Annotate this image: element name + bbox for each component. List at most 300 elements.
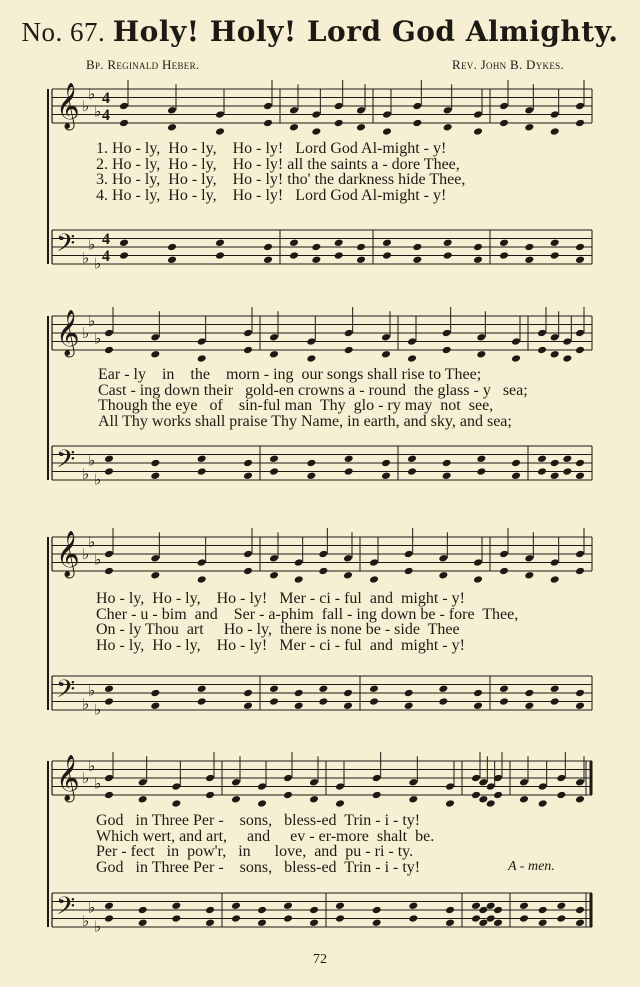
treble-note [309, 778, 319, 787]
flat-sign: ♭ [88, 757, 96, 776]
flat-sign: ♭ [82, 465, 90, 484]
treble-note [381, 333, 391, 342]
treble-note [575, 102, 585, 111]
treble-note [306, 354, 316, 363]
treble-note [408, 795, 418, 804]
treble-note [556, 774, 566, 783]
lyric-line: 3. Ho - ly, Ho - ly, Ho - ly! tho' the darkness hide Thee, [96, 171, 466, 188]
bass-clef: 𝄢 [56, 892, 76, 927]
treble-note [231, 778, 241, 787]
treble-note [104, 346, 114, 355]
bass-note [499, 684, 509, 693]
bass-note [382, 238, 392, 247]
treble-note [412, 102, 422, 111]
bass-note [231, 901, 241, 910]
bass-note [356, 255, 366, 264]
bass-note [443, 238, 453, 247]
treble-note [442, 346, 452, 355]
treble-note [138, 795, 148, 804]
treble-note [167, 123, 177, 132]
bass-note [119, 238, 129, 247]
bass-note [197, 684, 207, 693]
bass-note [519, 914, 529, 923]
bass-note [524, 255, 534, 264]
treble-note [407, 354, 417, 363]
bass-note [473, 243, 483, 252]
bass-note [243, 459, 253, 468]
bass-note [550, 471, 560, 480]
treble-note [486, 799, 496, 808]
bass-note [257, 918, 267, 927]
treble-note [257, 782, 267, 791]
bass-note [407, 454, 417, 463]
bass-note [167, 255, 177, 264]
treble-note [205, 791, 215, 800]
bass-note [138, 906, 148, 915]
treble-note [283, 774, 293, 783]
treble-note [538, 799, 548, 808]
treble-note [575, 329, 585, 338]
treble-note [476, 350, 486, 359]
lyric-line: 1. Ho - ly, Ho - ly, Ho - ly! Lord God Al-might - y! [96, 140, 447, 157]
treble-note [382, 127, 392, 136]
treble-note [269, 571, 279, 580]
treble-note [381, 350, 391, 359]
treble-note [335, 799, 345, 808]
bass-note [269, 467, 279, 476]
lyric-line: Ear - ly in the morn - ing our songs shall rise to Thee; [98, 366, 482, 383]
lyric-line: All Thy works shall praise Thy Name, in earth, and sky, and sea; [98, 412, 512, 430]
bass-note [311, 255, 321, 264]
treble-clef: 𝄞 [56, 83, 80, 129]
bass-note [197, 454, 207, 463]
treble-note [263, 102, 273, 111]
treble-note [104, 550, 114, 559]
bass-note [476, 467, 486, 476]
treble-note [334, 102, 344, 111]
treble-note [372, 774, 382, 783]
flat-sign: ♭ [88, 533, 96, 552]
bass-note [257, 906, 267, 915]
bass-note [205, 906, 215, 915]
treble-note [215, 110, 225, 119]
treble-note [104, 774, 114, 783]
bass-note [372, 906, 382, 915]
bass-note [306, 459, 316, 468]
bass-note [318, 697, 328, 706]
bass-clef: 𝄢 [56, 229, 76, 264]
bass-note [556, 914, 566, 923]
bass-note [197, 467, 207, 476]
bass-clef: 𝄢 [56, 445, 76, 480]
treble-note [562, 354, 572, 363]
treble-note [499, 102, 509, 111]
bass-note [442, 459, 452, 468]
bass-note [562, 454, 572, 463]
bass-note [309, 906, 319, 915]
bass-note [438, 697, 448, 706]
bass-note [412, 255, 422, 264]
treble-note [269, 350, 279, 359]
flat-sign: ♭ [82, 695, 90, 714]
treble-note [493, 791, 503, 800]
treble-note [575, 346, 585, 355]
treble-note [294, 575, 304, 584]
treble-note [104, 567, 114, 576]
bass-note [562, 467, 572, 476]
time-signature-digit: 4 [102, 107, 110, 124]
lyric-line: Per - fect in pow'r, in love, and pu - ri - ty. [96, 843, 414, 860]
bass-note [243, 689, 253, 698]
bass-note [537, 467, 547, 476]
bass-note [205, 918, 215, 927]
flat-sign: ♭ [88, 312, 96, 331]
treble-note [263, 119, 273, 128]
treble-note [294, 558, 304, 567]
treble-note [306, 337, 316, 346]
bass-note [407, 467, 417, 476]
bass-note [335, 914, 345, 923]
treble-note [511, 354, 521, 363]
bass-note [538, 918, 548, 927]
treble-note [519, 795, 529, 804]
bass-note [294, 701, 304, 710]
treble-note [318, 550, 328, 559]
treble-note [104, 329, 114, 338]
treble-note [197, 337, 207, 346]
bass-note [104, 454, 114, 463]
treble-note [171, 799, 181, 808]
hymn-title: Holy! Holy! Lord God Almighty. [112, 15, 619, 48]
page-number: 72 [313, 952, 327, 967]
treble-note [550, 558, 560, 567]
flat-sign: ♭ [82, 545, 90, 564]
bass-note [445, 918, 455, 927]
treble-note [369, 558, 379, 567]
treble-note [382, 110, 392, 119]
bass-note [550, 238, 560, 247]
flat-sign: ♭ [88, 85, 96, 104]
bass-note [104, 467, 114, 476]
bass-note [473, 255, 483, 264]
bass-note [269, 454, 279, 463]
bass-note [369, 697, 379, 706]
bass-note [372, 918, 382, 927]
bass-note [104, 914, 114, 923]
bass-note [344, 454, 354, 463]
lyric-line: Though the eye of sin-ful man Thy glo - ry may not see, [98, 397, 494, 414]
treble-note [269, 333, 279, 342]
bass-note [408, 901, 418, 910]
flat-sign: ♭ [88, 898, 96, 917]
treble-note [524, 106, 534, 115]
treble-note [550, 350, 560, 359]
bass-note [343, 701, 353, 710]
flat-sign: ♭ [82, 912, 90, 931]
treble-note [335, 782, 345, 791]
treble-note [445, 799, 455, 808]
treble-note [150, 554, 160, 563]
flat-sign: ♭ [88, 235, 96, 254]
bass-note [493, 906, 503, 915]
treble-note [499, 119, 509, 128]
treble-note [372, 791, 382, 800]
treble-clef: 𝄞 [56, 755, 80, 801]
bass-note [408, 914, 418, 923]
treble-note [442, 329, 452, 338]
treble-clef: 𝄞 [56, 310, 80, 356]
lyric-line: Ho - ly, Ho - ly, Ho - ly! Mer - ci - ful and might - y! [96, 636, 465, 654]
flat-sign: ♭ [94, 470, 102, 489]
bass-note [499, 251, 509, 260]
treble-note [511, 337, 521, 346]
bass-note [381, 459, 391, 468]
flat-sign: ♭ [82, 324, 90, 343]
bass-note [150, 459, 160, 468]
bass-note [550, 697, 560, 706]
bass-note [445, 906, 455, 915]
treble-note [243, 550, 253, 559]
bass-note [369, 684, 379, 693]
bass-note [283, 914, 293, 923]
bass-note [443, 251, 453, 260]
treble-note [104, 791, 114, 800]
bass-note [550, 459, 560, 468]
bass-note [335, 901, 345, 910]
bass-note [197, 697, 207, 706]
treble-note [167, 106, 177, 115]
treble-note [318, 567, 328, 576]
bass-note [171, 901, 181, 910]
composer-credit: Rev. John B. Dykes. [452, 57, 564, 72]
bass-note [550, 251, 560, 260]
lyric-line: 2. Ho - ly, Ho - ly, Ho - ly! all the saints a - dore Thee, [96, 155, 460, 173]
treble-note [575, 567, 585, 576]
bass-note [442, 471, 452, 480]
bass-note [289, 238, 299, 247]
treble-note [356, 106, 366, 115]
treble-note [443, 106, 453, 115]
treble-note [215, 127, 225, 136]
bass-note [243, 701, 253, 710]
treble-note [478, 778, 488, 787]
bass-note [471, 901, 481, 910]
treble-note [197, 575, 207, 584]
bass-note [263, 255, 273, 264]
flat-sign: ♭ [94, 550, 102, 569]
hymn-number: No. 67. [21, 17, 106, 47]
treble-note [311, 110, 321, 119]
treble-note [473, 127, 483, 136]
bass-note [511, 459, 521, 468]
treble-note [412, 119, 422, 128]
lyric-line: Cast - ing down their gold-en crowns a - round the glass - y sea; [98, 381, 528, 399]
bass-note [243, 471, 253, 480]
lyric-line: On - ly Thou art Ho - ly, there is none be - side Thee [96, 621, 460, 638]
bass-note [309, 918, 319, 927]
bass-note [575, 701, 585, 710]
treble-note [408, 778, 418, 787]
bass-note [343, 689, 353, 698]
bass-note [575, 243, 585, 252]
bass-note [524, 701, 534, 710]
treble-note [537, 329, 547, 338]
treble-note [289, 123, 299, 132]
treble-note [257, 799, 267, 808]
treble-clef: 𝄞 [56, 531, 80, 577]
bass-note [104, 684, 114, 693]
bass-note [476, 454, 486, 463]
bass-note [356, 243, 366, 252]
bass-note [381, 471, 391, 480]
treble-note [119, 102, 129, 111]
bass-note [473, 689, 483, 698]
lyric-line: Ho - ly, Ho - ly, Ho - ly! Mer - ci - ful and might - y! [96, 590, 465, 607]
bass-note [171, 914, 181, 923]
lyric-line: God in Three Per - sons, bless-ed Trin - i - ty! [96, 812, 421, 829]
bass-note [215, 238, 225, 247]
flat-sign: ♭ [82, 97, 90, 116]
bass-note [215, 251, 225, 260]
bass-note [311, 243, 321, 252]
time-signature-digit: 4 [102, 90, 110, 107]
treble-note [344, 329, 354, 338]
flat-sign: ♭ [94, 774, 102, 793]
treble-note [550, 575, 560, 584]
treble-note [119, 119, 129, 128]
bass-note [493, 918, 503, 927]
treble-note [445, 782, 455, 791]
flat-sign: ♭ [94, 700, 102, 719]
bass-note [289, 251, 299, 260]
flat-sign: ♭ [94, 254, 102, 273]
flat-sign: ♭ [82, 249, 90, 268]
treble-note [438, 554, 448, 563]
bass-note [471, 914, 481, 923]
treble-note [309, 795, 319, 804]
treble-note [205, 774, 215, 783]
treble-note [499, 550, 509, 559]
bass-note [382, 251, 392, 260]
bass-note [519, 901, 529, 910]
bass-clef: 𝄢 [56, 675, 76, 710]
bass-note [404, 689, 414, 698]
treble-note [476, 333, 486, 342]
bass-note [538, 906, 548, 915]
bass-note [334, 251, 344, 260]
treble-note [289, 106, 299, 115]
treble-note [344, 346, 354, 355]
treble-note [524, 571, 534, 580]
bass-note [306, 471, 316, 480]
bass-note [412, 243, 422, 252]
treble-note [499, 567, 509, 576]
treble-note [356, 123, 366, 132]
treble-note [404, 567, 414, 576]
treble-note [243, 329, 253, 338]
treble-note [538, 782, 548, 791]
bass-note [511, 471, 521, 480]
bass-note [550, 684, 560, 693]
treble-note [283, 791, 293, 800]
treble-note [269, 554, 279, 563]
bass-note [104, 901, 114, 910]
time-signature-digit: 4 [102, 231, 110, 248]
treble-note [311, 127, 321, 136]
bass-note [524, 689, 534, 698]
bass-note [294, 689, 304, 698]
treble-note [197, 354, 207, 363]
treble-note [524, 554, 534, 563]
treble-note [404, 550, 414, 559]
bass-note [119, 251, 129, 260]
flat-sign: ♭ [82, 769, 90, 788]
treble-note [550, 110, 560, 119]
flat-sign: ♭ [88, 681, 96, 700]
bass-note [138, 918, 148, 927]
bass-note [344, 467, 354, 476]
bass-note [575, 255, 585, 264]
flat-sign: ♭ [94, 917, 102, 936]
treble-note [575, 119, 585, 128]
treble-note [575, 778, 585, 787]
bass-note [104, 697, 114, 706]
bass-note [556, 901, 566, 910]
bass-note [524, 243, 534, 252]
lyric-line: Which wert, and art, and ev - er-more shalt be. [96, 827, 435, 845]
amen-text: A - men. [508, 858, 555, 874]
treble-note [334, 119, 344, 128]
treble-note [486, 782, 496, 791]
treble-note [575, 795, 585, 804]
bass-note [499, 238, 509, 247]
bass-note [231, 914, 241, 923]
treble-note [471, 791, 481, 800]
treble-note [471, 774, 481, 783]
bass-note [575, 471, 585, 480]
flat-sign: ♭ [88, 451, 96, 470]
treble-note [473, 558, 483, 567]
treble-note [556, 791, 566, 800]
bass-note [575, 906, 585, 915]
treble-note [171, 782, 181, 791]
author-credit: Bp. Reginald Heber. [86, 57, 200, 72]
time-signature-digit: 4 [102, 248, 110, 265]
treble-note [243, 346, 253, 355]
treble-note [519, 778, 529, 787]
treble-note [150, 333, 160, 342]
flat-sign: ♭ [94, 102, 102, 121]
bass-note [438, 684, 448, 693]
lyric-line: 4. Ho - ly, Ho - ly, Ho - ly! Lord God Al-might - y! [96, 186, 447, 204]
bass-note [263, 243, 273, 252]
treble-note [524, 123, 534, 132]
treble-note [150, 350, 160, 359]
bass-note [473, 701, 483, 710]
bass-note [575, 459, 585, 468]
bass-note [404, 701, 414, 710]
bass-note [334, 238, 344, 247]
bass-note [269, 697, 279, 706]
treble-note [231, 795, 241, 804]
treble-note [343, 571, 353, 580]
bass-note [150, 471, 160, 480]
bass-note [499, 697, 509, 706]
bass-note [575, 918, 585, 927]
treble-note [343, 554, 353, 563]
treble-note [550, 333, 560, 342]
bass-note [318, 684, 328, 693]
